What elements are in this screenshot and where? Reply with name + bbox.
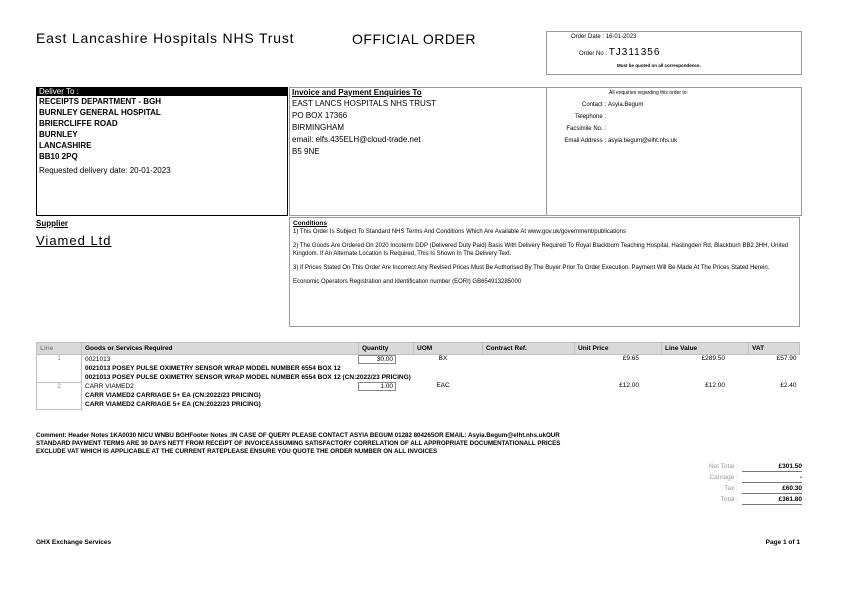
invoice-line: PO BOX 17366 xyxy=(292,111,348,120)
tax-row xyxy=(640,483,802,494)
order-no-value: TJ311356 xyxy=(608,47,661,58)
comment-line: STANDARD PAYMENT TERMS ARE 30 DAYS NETT FROM RECEIPT OF INVOICEASSUMING SATISFACTORY CORRELATION OF ALL APPROPRIATE DOCUMENTATIONALL PRICES xyxy=(36,440,561,447)
order-no-row xyxy=(579,47,660,58)
col-uom: UOM xyxy=(414,343,483,355)
table-row xyxy=(37,355,800,383)
row-vat: £2.40 xyxy=(780,382,797,389)
deliver-to-box xyxy=(36,87,288,216)
row-quantity: 30.00 xyxy=(358,355,396,364)
row-vat: £57.90 xyxy=(776,355,797,362)
email-row xyxy=(551,138,799,144)
row-contract-ref xyxy=(474,382,559,400)
carriage-value: - xyxy=(742,472,802,483)
page-number: Page 1 of 1 xyxy=(765,539,800,546)
invoice-box xyxy=(289,87,547,216)
row-description xyxy=(82,382,358,400)
row-quantity: 1.00 xyxy=(358,382,396,391)
email-value: asyia.begum@elht.nhs.uk xyxy=(608,138,678,144)
comment-line: EXCLUDE VAT WHICH IS APPLICABLE AT THE CURRENT RATEPLEASE ENSURE YOU QUOTE THE ORDER NUMBER ON ALL INVOICES xyxy=(36,448,438,455)
document-title: OFFICIAL ORDER xyxy=(352,31,476,47)
telephone-row xyxy=(551,114,799,120)
row-desc-line: CARR VIAMED2 CARRIAGE 5+ EA (CN:2022/23 PRICING) xyxy=(85,392,261,399)
table-row xyxy=(37,382,800,409)
condition-item: 2) The Goods Are Ordered On 2020 Incoterm DDP (Delivered Duty Paid) Basis With Delivery Required To Royal Blackburn Teaching Hospital, Haslingden Rd, Blackburn BB2 3HH, United Kingdom. If An Alternate Location Is Required, This Is Shown In The Delivery Text. xyxy=(293,243,789,257)
contact-row xyxy=(551,102,799,108)
footer-provider: GHX Exchange Services xyxy=(36,539,112,546)
order-date-value: 16-01-2023 xyxy=(605,34,637,40)
deliver-line: BURNLEY xyxy=(39,130,78,139)
invoice-line: EAST LANCS HOSPITALS NHS TRUST xyxy=(292,99,437,108)
row-line: 1 xyxy=(37,355,82,383)
contact-label: Contact : xyxy=(581,102,606,108)
supplier-name: Viamed Ltd xyxy=(36,233,112,248)
telephone-label: Telephone : xyxy=(574,114,606,120)
row-contract-ref xyxy=(474,355,559,373)
order-items-table xyxy=(36,342,800,410)
deliver-line: BB10 2PQ xyxy=(39,152,78,161)
grand-total-row xyxy=(640,494,802,505)
conditions-box xyxy=(289,217,800,327)
condition-item: 3) If Prices Stated On This Order Are Incorrect Any Revised Prices Must Be Authorised By The Buyer Prior To Order Execution. Payment Will Be Made At The Prices Stated Herein. xyxy=(293,265,770,271)
row-description xyxy=(82,355,358,373)
col-goods: Goods or Services Required xyxy=(82,343,359,355)
grand-total-value: £361.80 xyxy=(742,494,802,505)
comment-line: Comment: Header Notes 1KA0030 NICU WNBU BGHFooter Notes :IN CASE OF QUERY PLEASE CONTACT ASYIA BEGUM 01282 804265OR EMAIL: Asyia.Begum@elht.nhs.ukOUR xyxy=(36,432,560,439)
order-comment xyxy=(36,432,806,456)
row-line-value: £12.00 xyxy=(705,382,725,389)
invoice-line: B5 9NE xyxy=(292,147,320,156)
deliver-line: RECEIPTS DEPARTMENT - BGH xyxy=(39,97,162,106)
order-date-row xyxy=(571,34,636,40)
conditions-label: Conditions xyxy=(293,220,327,227)
row-uom: BX xyxy=(438,355,448,362)
invoice-address xyxy=(290,98,546,158)
col-quantity: Quantity xyxy=(359,343,414,355)
row-unit-price: £9.65 xyxy=(622,355,639,362)
net-total-label: Net Total : xyxy=(708,463,738,470)
invoice-line: BIRMINGHAM xyxy=(292,123,344,132)
email-label: Email Address : xyxy=(564,138,606,144)
deliver-line: BURNLEY GENERAL HOSPITAL xyxy=(39,108,161,117)
table-header-row xyxy=(37,343,800,355)
row-unit-price: £12.00 xyxy=(619,382,639,389)
invoice-label: Invoice and Payment Enquiries To xyxy=(292,88,422,97)
supplier-label: Supplier xyxy=(36,219,69,228)
invoice-line: email: elfs.435ELH@cloud-trade.net xyxy=(292,135,421,144)
tax-value: £60.30 xyxy=(742,483,802,494)
row-desc-line: CARR VIAMED2 xyxy=(85,383,134,390)
row-desc-line: 0021013 POSEY PULSE OXIMETRY SENSOR WRAP MODEL NUMBER 6554 BOX 12 xyxy=(85,365,341,372)
col-vat: VAT xyxy=(749,343,800,355)
row-uom: EAC xyxy=(436,382,450,389)
col-line: Line xyxy=(37,343,82,355)
fax-label: Facsimile No. : xyxy=(566,126,606,132)
fax-row xyxy=(551,126,799,132)
net-total-row xyxy=(640,461,802,472)
deliver-line: LANCASHIRE xyxy=(39,141,92,150)
col-line-value: Line Value xyxy=(662,343,749,355)
row-desc-line: CARR VIAMED2 CARRIAGE 5+ EA (CN:2022/23 PRICING) xyxy=(85,401,261,408)
deliver-to-label: Deliver To : xyxy=(37,88,287,96)
trust-name: East Lancashire Hospitals NHS Trust xyxy=(36,30,295,46)
order-no-label: Order No : xyxy=(579,51,608,57)
row-desc-line: 0021013 xyxy=(85,356,111,363)
deliver-address xyxy=(37,96,287,162)
contact-value: Asyia.Begum xyxy=(608,102,644,108)
net-total-value: £301.50 xyxy=(742,461,802,472)
row-desc-line: 0021013 POSEY PULSE OXIMETRY SENSOR WRAP MODEL NUMBER 6554 BOX 12 (CN:2022/23 PRICING) xyxy=(85,374,411,381)
carriage-row xyxy=(640,472,802,483)
order-info-box xyxy=(546,31,802,75)
enquiries-box xyxy=(546,87,802,216)
row-line: 2 xyxy=(37,382,82,409)
enquiries-heading: All enquiries regarding this order to: xyxy=(609,90,688,96)
deliver-line: BRIERCLIFFE ROAD xyxy=(39,119,118,128)
condition-item: Economic Operators Registration and Identification number (EORI) GB654913285000 xyxy=(293,279,522,285)
col-unit-price: Unit Price xyxy=(575,343,662,355)
carriage-label: Carriage : xyxy=(709,474,738,481)
quote-note: Must be quoted on all correspondence. xyxy=(617,63,701,68)
requested-delivery-date: Requested delivery date: 20-01-2023 xyxy=(39,166,171,175)
tax-label: Tax : xyxy=(724,485,738,492)
grand-total-label: Total : xyxy=(720,496,738,503)
order-date-label: Order Date : xyxy=(571,34,605,40)
col-contract-ref: Contract Ref. xyxy=(483,343,575,355)
totals-block xyxy=(640,461,802,505)
row-line-value: £289.50 xyxy=(701,355,725,362)
condition-item: 1) This Order Is Subject To Standard NHS Terms And Conditions Which Are Available At www.gov.uk/government/publications xyxy=(293,229,626,235)
